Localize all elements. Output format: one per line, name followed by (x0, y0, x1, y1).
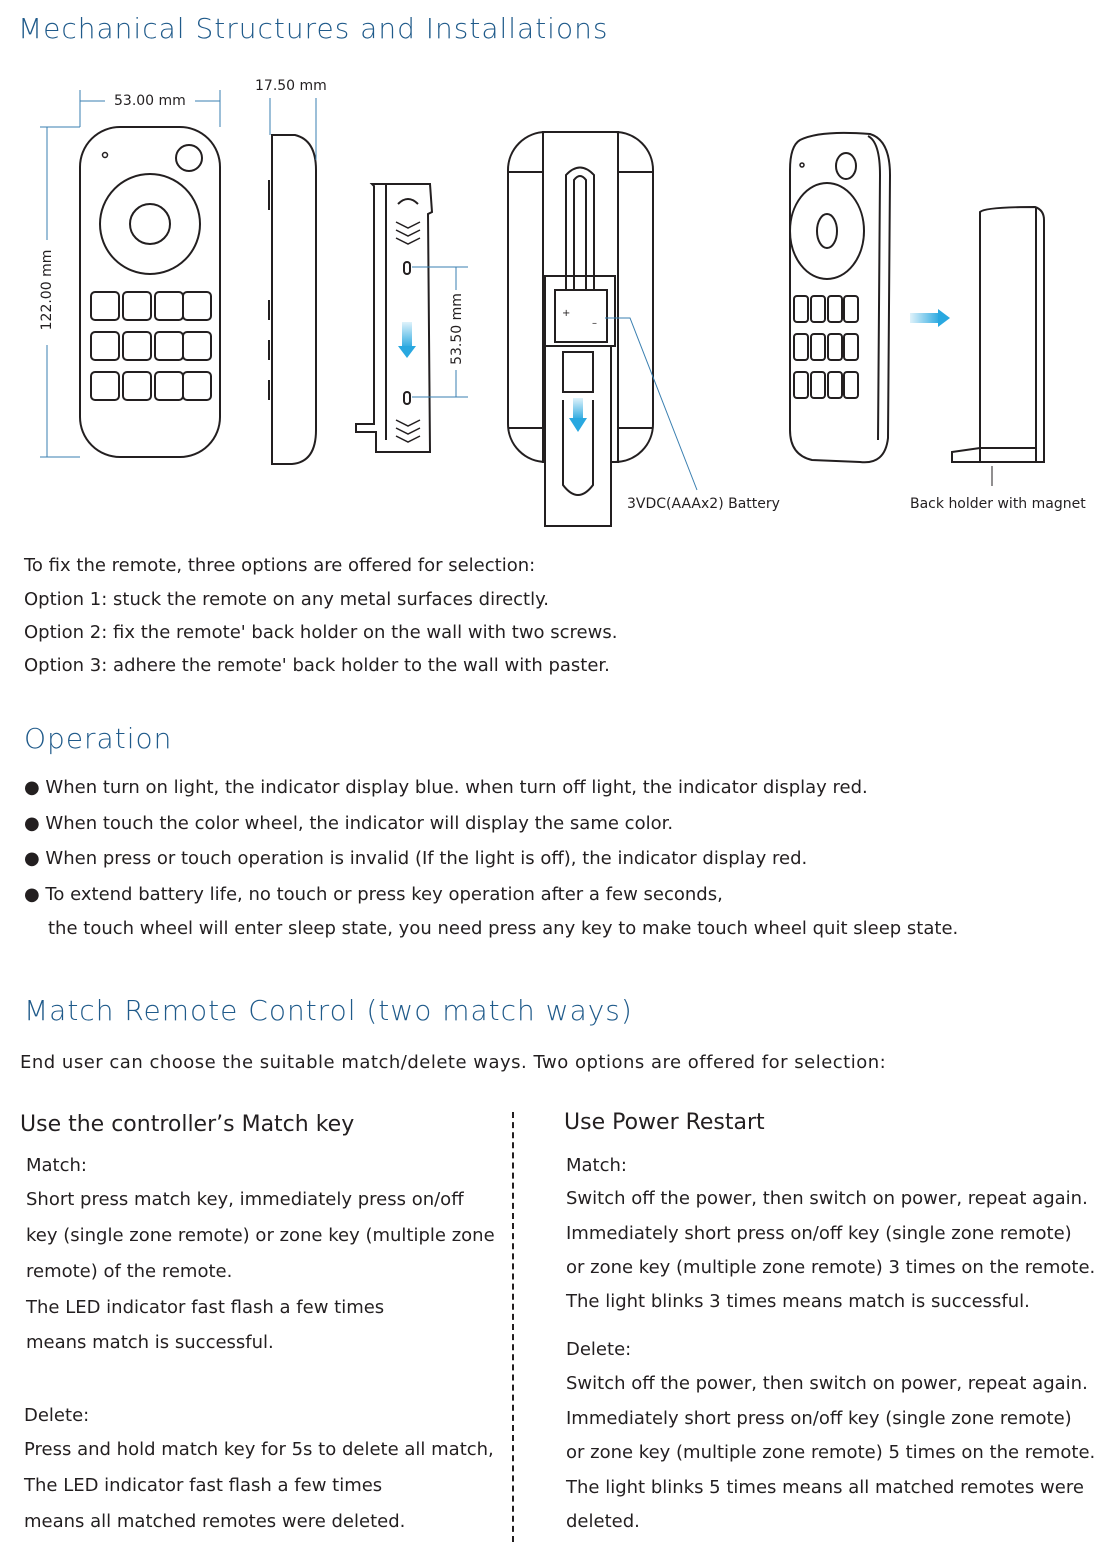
back-holder-plate (356, 184, 432, 452)
left-match-line-4: The LED indicator fast flash a few times (26, 1297, 385, 1318)
operation-bullet-1: ● When turn on light, the indicator display blue. when turn off light, the indicator display red. (24, 777, 868, 798)
right-delete-line-4: The light blinks 5 times means all matched remotes were (566, 1477, 1084, 1498)
right-delete-line-3: or zone key (multiple zone remote) 5 times on the remote. (566, 1442, 1096, 1463)
right-delete-line-1: Switch off the power, then switch on power, repeat again. (566, 1373, 1088, 1394)
fix-option-3: Option 3: adhere the remote' back holder to the wall with paster. (24, 655, 610, 676)
right-match-line-4: The light blinks 3 times means match is successful. (566, 1291, 1030, 1312)
fix-heading: To fix the remote, three options are offered for selection: (24, 555, 536, 576)
column-divider (512, 1112, 514, 1542)
right-match-line-3: or zone key (multiple zone remote) 3 times on the remote. (566, 1257, 1096, 1278)
battery-label: 3VDC(AAAx2) Battery (627, 496, 780, 512)
left-match-line-1: Short press match key, immediately press on/off (26, 1189, 464, 1210)
fix-option-1: Option 1: stuck the remote on any metal surfaces directly. (24, 589, 549, 610)
holder-label: Back holder with magnet (910, 496, 1086, 512)
power-key-icon (176, 145, 202, 171)
operation-bullet-2: ● When touch the color wheel, the indicator will display the same color. (24, 813, 674, 834)
remote-angled-view (790, 133, 890, 462)
match-intro: End user can choose the suitable match/delete ways. Two options are offered for selection: (20, 1052, 887, 1073)
right-match-line-1: Switch off the power, then switch on power, repeat again. (566, 1188, 1088, 1209)
width-dimension-label: 53.00 mm (114, 93, 186, 109)
left-delete-label: Delete: (24, 1405, 90, 1426)
right-delete-line-5: deleted. (566, 1511, 640, 1532)
holes-dimension-label: 53.50 mm (449, 293, 465, 365)
right-match-line-2: Immediately short press on/off key (single zone remote) (566, 1223, 1072, 1244)
magnet-holder (952, 207, 1044, 462)
left-match-line-3: remote) of the remote. (26, 1261, 233, 1282)
right-column-heading: Use Power Restart (564, 1110, 765, 1135)
attach-arrow-icon (910, 309, 950, 327)
mechanical-diagram (0, 0, 1107, 540)
section-title-operation: Operation (24, 722, 173, 755)
slide-down-arrow-icon (398, 322, 416, 358)
remote-back-view (508, 132, 653, 526)
right-delete-label: Delete: (566, 1339, 632, 1360)
section-title-mechanical: Mechanical Structures and Installations (18, 12, 609, 45)
svg-text:+: + (562, 308, 571, 319)
section-title-match: Match Remote Control (two match ways) (24, 994, 633, 1027)
operation-bullet-4: ● To extend battery life, no touch or press key operation after a few seconds, (24, 884, 723, 905)
fix-option-2: Option 2: fix the remote' back holder on the wall with two screws. (24, 622, 618, 643)
depth-dimension (270, 98, 316, 160)
remote-side-view (269, 135, 316, 464)
left-match-line-2: key (single zone remote) or zone key (multiple zone (26, 1225, 495, 1246)
left-delete-line-3: means all matched remotes were deleted. (24, 1511, 406, 1532)
left-match-line-5: means match is successful. (26, 1332, 274, 1353)
left-delete-line-2: The LED indicator fast flash a few times (24, 1475, 383, 1496)
color-wheel-icon (100, 174, 200, 274)
svg-text:–: – (592, 318, 597, 329)
front-key-grid (91, 292, 211, 400)
height-dimension-label: 122.00 mm (39, 249, 55, 331)
right-match-label: Match: (566, 1155, 627, 1176)
left-match-label: Match: (26, 1155, 87, 1176)
left-column-heading: Use the controller’s Match key (20, 1112, 355, 1137)
operation-bullet-3: ● When press or touch operation is invalid (If the light is off), the indicator display red. (24, 848, 808, 869)
right-delete-line-2: Immediately short press on/off key (single zone remote) (566, 1408, 1072, 1429)
remote-front-view (80, 127, 220, 457)
left-delete-line-1: Press and hold match key for 5s to delete all match, (24, 1439, 494, 1460)
depth-dimension-label: 17.50 mm (255, 78, 327, 94)
operation-bullet-4-continued: the touch wheel will enter sleep state, you need press any key to make touch wheel quit sleep state. (48, 918, 959, 939)
